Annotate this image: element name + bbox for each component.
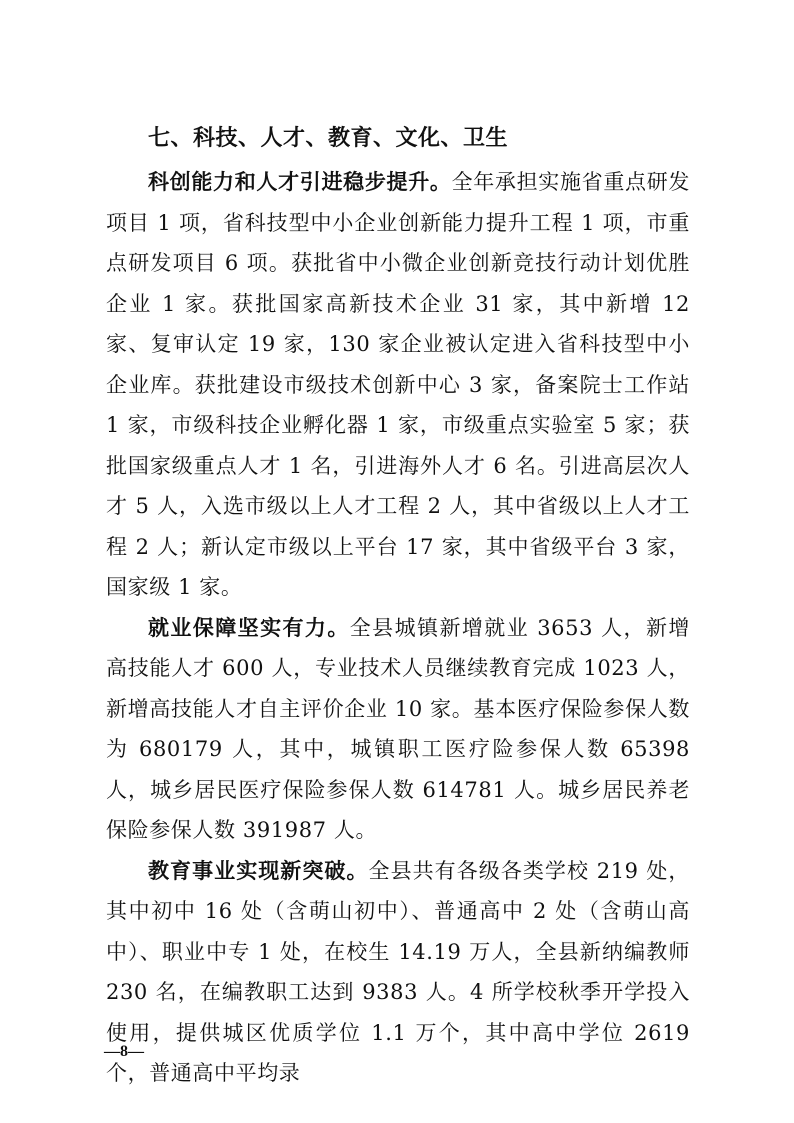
section-heading: 七、科技、人才、教育、文化、卫生 [148, 126, 509, 151]
paragraph-lead: 就业保障坚实有力。 [148, 615, 350, 640]
paragraph-science-talent [106, 162, 690, 608]
document-body [106, 162, 690, 1094]
paragraph-text: 全县共有各级各类学校 219 处，其中初中 16 处（含萌山初中）、普通高中 2 处（含萌山高中）、职业中专 1 处，在校生 14.19 万人，全县新纳编教师 230 名，在编教职工达到 9383 人。4 所学校秋季开学投入使用，提供城区优质学位 1.1 万个，其中高中学位 2619 个，普通高中平均录 [106, 858, 691, 1085]
paragraph-text: 全年承担实施省重点研发项目 1 项，省科技型中小企业创新能力提升工程 1 项，市重点研发项目 6 项。获批省中小微企业创新竞技行动计划优胜企业 1 家。获批国家高新技术企业 31 家，其中新增 12 家、复审认定 19 家，130 家企业被认定进入省科技型中小企业库。获批建设市级技术创新中心 3 家，备案院士工作站 1 家，市级科技企业孵化器 1 家，市级重点实验室 5 家；获批国家级重点人才 1 名，引进海外人才 6 名。引进高层次人才 5 人，入选市级以上人才工程 2 人，其中省级以上人才工程 2 人；新认定市级以上平台 17 家，其中省级平台 3 家，国家级 1 家。 [106, 170, 690, 599]
paragraph-lead: 教育事业实现新突破。 [148, 858, 369, 883]
paragraph-text: 全县城镇新增就业 3653 人，新增高技能人才 600 人，专业技术人员继续教育完成 1023 人，新增高技能人才自主评价企业 10 家。基本医疗保险参保人数为 680179 人，其中，城镇职工医疗险参保人数 65398 人，城乡居民医疗保险参保人数 614781 人。城乡居民养老保险参保人数 391987 人。 [106, 615, 690, 842]
page-number: —8— [104, 1043, 144, 1060]
paragraph-employment [106, 608, 690, 851]
paragraph-lead: 科创能力和人才引进稳步提升。 [148, 170, 452, 194]
paragraph-education [106, 851, 690, 1094]
